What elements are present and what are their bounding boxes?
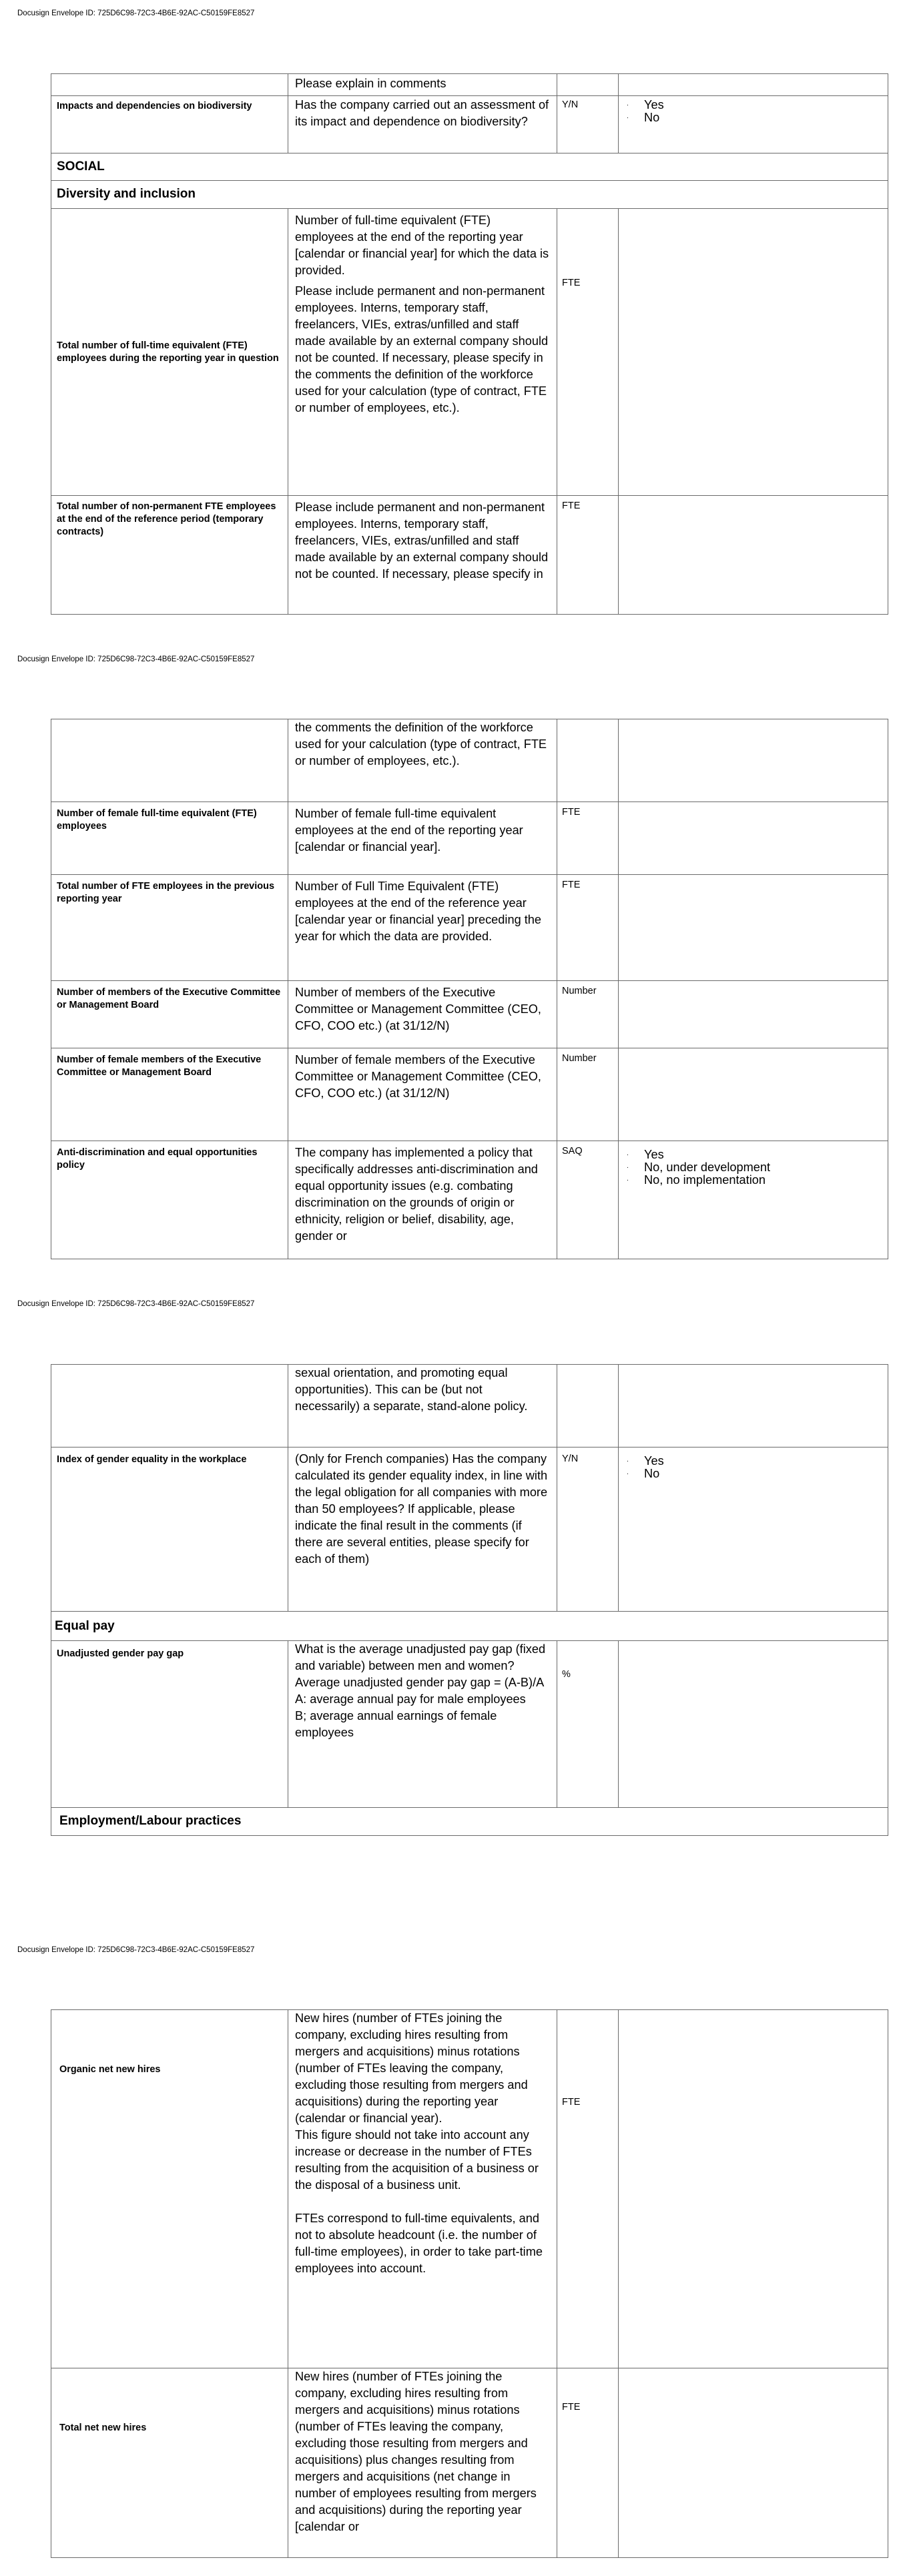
row-label: Total number of non-permanent FTE employees at the end of the reference period (temporary contracts) [57,501,276,537]
option-no-implementation[interactable]: . No, no implementation [627,1173,766,1187]
row-label: Total net new hires [59,2423,147,2433]
table-row [51,1048,888,1141]
section-row [51,1612,888,1641]
table-row [51,1641,888,1808]
row-unit: FTE [562,2097,581,2108]
option-yes[interactable]: . Yes [627,1454,664,1468]
row-description: Please explain in comments [295,77,446,90]
table-row [51,74,888,96]
option-no[interactable]: . No [627,111,660,124]
row-description: Number of members of the Executive Committee or Management Committee (CEO, CFO, COO etc.) (at 31/12/N) [295,986,541,1032]
row-label: Number of female full-time equivalent (FTE) employees [57,808,257,832]
description-paragraph: This figure should not take into account any increase or decrease in the number of FTEs resulting from the acquisition of a business or the disposal of a business unit. [295,2128,539,2192]
table-row [51,719,888,802]
option-yes[interactable]: . Yes [627,1148,664,1161]
page2-table [51,719,888,1259]
row-description [288,1641,557,1741]
table-row [51,496,888,615]
table-row [51,1365,888,1447]
section-heading-social: SOCIAL [57,159,105,174]
row-description: sexual orientation, and promoting equal opportunities). This can be (but not necessarily) a separate, stand-alone policy. [295,1366,528,1413]
row-label: Number of members of the Executive Committee or Management Board [57,987,281,1010]
table-row [51,802,888,875]
table-row [51,875,888,981]
table-row [51,96,888,153]
row-unit: Number [562,986,597,996]
answer-options [619,1447,888,1480]
row-description: (Only for French companies) Has the company calculated its gender equality index, in line with the legal obligation for all companies with more than 50 employees? If applicable, please indicate the final result in the comments (if there are several entities, please specify for each of them) [295,1452,548,1566]
row-unit: FTE [562,277,581,288]
description-paragraph: New hires (number of FTEs joining the company, excluding hires resulting from mergers and acquisitions) minus rotations (number of FTEs leaving the company, excluding those resulting from mergers and acquisitions) during the reporting year (calendar or financial year). [295,2011,528,2125]
row-description: The company has implemented a policy that specifically addresses anti-discrimination and equal opportunity issues (e.g. combating discrimination on the grounds of origin or ethnicity, religion or belief, disability, age, gender or [295,1146,538,1243]
section-heading-equal-pay: Equal pay [55,1619,115,1633]
option-no[interactable]: . No [627,1467,660,1480]
page4-table [51,2009,888,2558]
row-unit: Y/N [562,99,579,110]
section-heading-diversity: Diversity and inclusion [57,187,196,201]
row-label: Anti-discrimination and equal opportunities policy [57,1147,258,1171]
row-description: Number of Full Time Equivalent (FTE) employees at the end of the reference year [calendar year or financial year] preceding the year for which the data are provided. [295,880,542,943]
row-unit: Number [562,1053,597,1064]
table-row [51,209,888,496]
option-yes[interactable]: . Yes [627,98,664,111]
answer-options [619,1141,888,1187]
row-label: Organic net new hires [59,2064,161,2075]
row-description: Number of female members of the Executive Committee or Management Committee (CEO, CFO, COO etc.) (at 31/12/N) [295,1053,541,1100]
row-label: Unadjusted gender pay gap [57,1648,184,1659]
page3-table [51,1364,888,1836]
section-row [51,1808,888,1836]
description-paragraph: B; average annual earnings of female employees [295,1709,497,1739]
row-unit: FTE [562,807,581,818]
row-unit: % [562,1669,571,1680]
envelope-id: Docusign Envelope ID: 725D6C98-72C3-4B6E-92AC-C50159FE8527 [17,9,255,17]
row-unit: FTE [562,2402,581,2412]
row-description [288,209,557,416]
description-paragraph: What is the average unadjusted pay gap (fixed and variable) between men and women? [295,1642,546,1672]
row-description: Please include permanent and non-permanent employees. Interns, temporary staff, freelancers, VIEs, extras/unfilled and staff made available by an external company should not be counted. If necessary, please specify in [295,501,549,581]
description-paragraph: FTEs correspond to full-time equivalents, and not to absolute headcount (i.e. the number of full-time employees), in order to take part-time employees into account. [295,2212,543,2275]
row-unit: Y/N [562,1454,579,1464]
section-row [51,153,888,181]
row-label: Number of female members of the Executive Committee or Management Board [57,1054,262,1078]
envelope-id: Docusign Envelope ID: 725D6C98-72C3-4B6E-92AC-C50159FE8527 [17,655,255,663]
section-heading-employment: Employment/Labour practices [59,1814,242,1828]
envelope-id: Docusign Envelope ID: 725D6C98-72C3-4B6E-92AC-C50159FE8527 [17,1946,255,1954]
row-description [288,2010,557,2277]
answer-options [619,96,888,124]
row-description: Number of female full-time equivalent employees at the end of the reporting year [calendar or financial year]. [295,807,523,854]
table-row [51,2010,888,2368]
row-label: Total number of FTE employees in the previous reporting year [57,881,275,904]
row-unit: FTE [562,880,581,890]
row-description: the comments the definition of the workforce used for your calculation (type of contract, FTE or number of employees, etc.). [295,721,547,767]
row-description: Has the company carried out an assessment of its impact and dependence on biodiversity? [295,98,549,128]
description-paragraph: Number of full-time equivalent (FTE) employees at the end of the reporting year [calendar or financial year] for which the data is provided. [295,214,549,277]
table-row [51,981,888,1048]
table-row [51,2368,888,2558]
description-paragraph: Average unadjusted gender pay gap = (A-B)/A [295,1676,545,1689]
description-paragraph: Please include permanent and non-permanent employees. Interns, temporary staff, freelancers, VIEs, extras/unfilled and staff made available by an external company should not be counted. If necessary, please specify in the comments the definition of the workforce used for your calculation (type of contract, FTE or number of employees, etc.). [295,284,549,414]
row-unit: FTE [562,501,581,511]
page1-table [51,73,888,615]
row-label: Index of gender equality in the workplace [57,1454,247,1465]
row-unit: SAQ [562,1146,583,1157]
row-label: Impacts and dependencies on biodiversity [57,101,252,111]
table-row [51,1141,888,1259]
description-paragraph: A: average annual pay for male employees [295,1692,526,1706]
table-row [51,1447,888,1612]
row-description: New hires (number of FTEs joining the company, excluding hires resulting from mergers and acquisitions) minus rotations (number of FTEs leaving the company, excluding those resulting from mergers and acquisitions) plus changes resulting from mergers and acquisitions (net change in number of employees resulting from mergers and acquisitions) during the reporting year [calendar or [295,2370,537,2533]
envelope-id: Docusign Envelope ID: 725D6C98-72C3-4B6E-92AC-C50159FE8527 [17,1300,255,1308]
row-label: Total number of full-time equivalent (FTE) employees during the reporting year in question [57,340,279,364]
option-under-development[interactable]: . No, under development [627,1161,771,1174]
section-row [51,181,888,209]
